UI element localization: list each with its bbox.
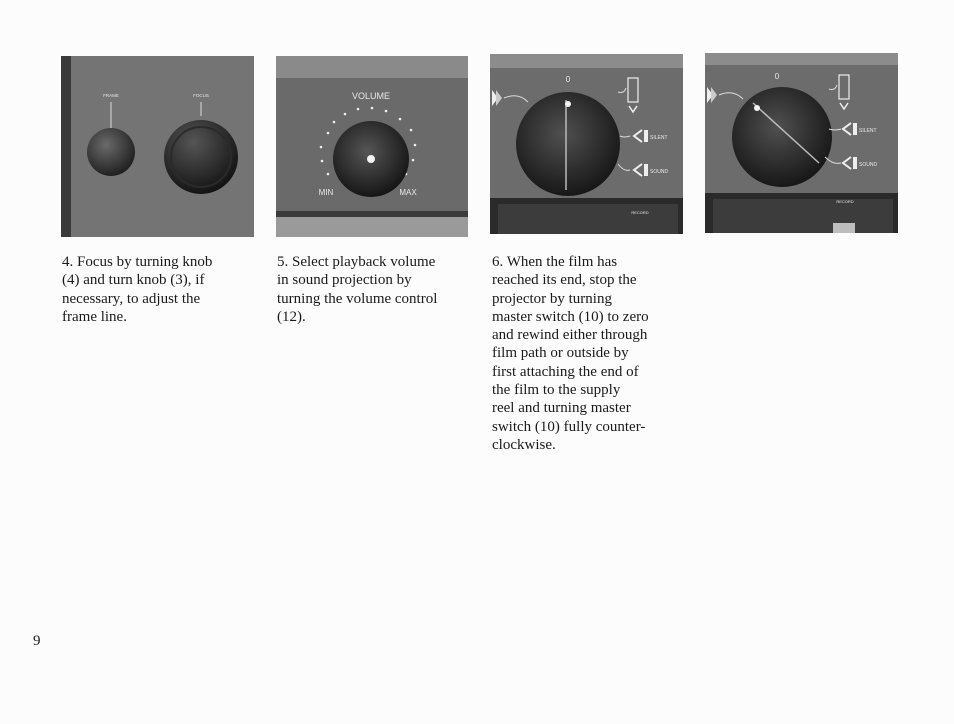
caption-line: clockwise. <box>492 436 556 453</box>
photo-master-switch-rewind <box>705 53 898 233</box>
caption-line: necessary, to adjust the <box>62 290 201 307</box>
caption-line: master switch (10) to zero <box>492 308 649 325</box>
zero-label-1: 0 <box>565 75 571 84</box>
focus-knob <box>164 120 238 194</box>
silent-label-2: SILENT <box>859 128 877 134</box>
photo-volume-control <box>276 56 468 237</box>
volume-title: VOLUME <box>351 91 391 101</box>
focus-knobs-illustration <box>61 56 254 237</box>
volume-min-label: MIN <box>318 188 334 197</box>
zero-label-2: 0 <box>774 72 780 81</box>
caption-line: the film to the supply <box>492 382 621 399</box>
caption-line: first attaching the end of <box>492 363 639 380</box>
master-switch-illustration-2 <box>705 53 898 233</box>
caption-line: 6. When the film has <box>492 254 618 270</box>
caption-step-6 <box>492 253 687 454</box>
caption-line: projector by turning <box>492 290 612 307</box>
caption-line: reel and turning master <box>492 400 631 417</box>
caption-line: 5. Select playback volume <box>277 254 436 270</box>
caption-line: 4. Focus by turning knob <box>62 254 213 270</box>
caption-step-5 <box>277 253 472 326</box>
caption-line: (4) and turn knob (3), if <box>62 272 205 289</box>
sound-label-2: SOUND <box>859 162 878 168</box>
caption-line: and rewind either through <box>492 327 648 344</box>
master-switch-knob-2 <box>732 87 832 187</box>
master-switch-knob-1 <box>516 92 620 196</box>
page-number: 9 <box>33 633 41 649</box>
focus-label: FOCUS <box>193 93 209 98</box>
record-label-2: RECORD <box>836 199 854 204</box>
photo-master-switch-zero <box>490 54 683 234</box>
sound-label-1: SOUND <box>650 169 669 175</box>
caption-line: (12). <box>277 308 306 325</box>
caption-line: reached its end, stop the <box>492 272 637 289</box>
silent-label-1: SILENT <box>650 135 668 141</box>
caption-line: film path or outside by <box>492 345 629 362</box>
record-label-1: RECORD <box>631 210 649 215</box>
volume-illustration <box>276 56 468 237</box>
photo-focus-knobs <box>61 56 254 237</box>
caption-step-4 <box>62 253 257 326</box>
master-switch-illustration-1 <box>490 54 683 234</box>
frame-label: FRAME <box>103 93 119 98</box>
caption-line: frame line. <box>62 308 127 325</box>
frame-knob <box>87 128 135 176</box>
caption-line: in sound projection by <box>277 272 412 289</box>
volume-max-label: MAX <box>399 188 417 197</box>
caption-line: switch (10) fully counter- <box>492 418 646 435</box>
caption-line: turning the volume control <box>277 290 438 307</box>
